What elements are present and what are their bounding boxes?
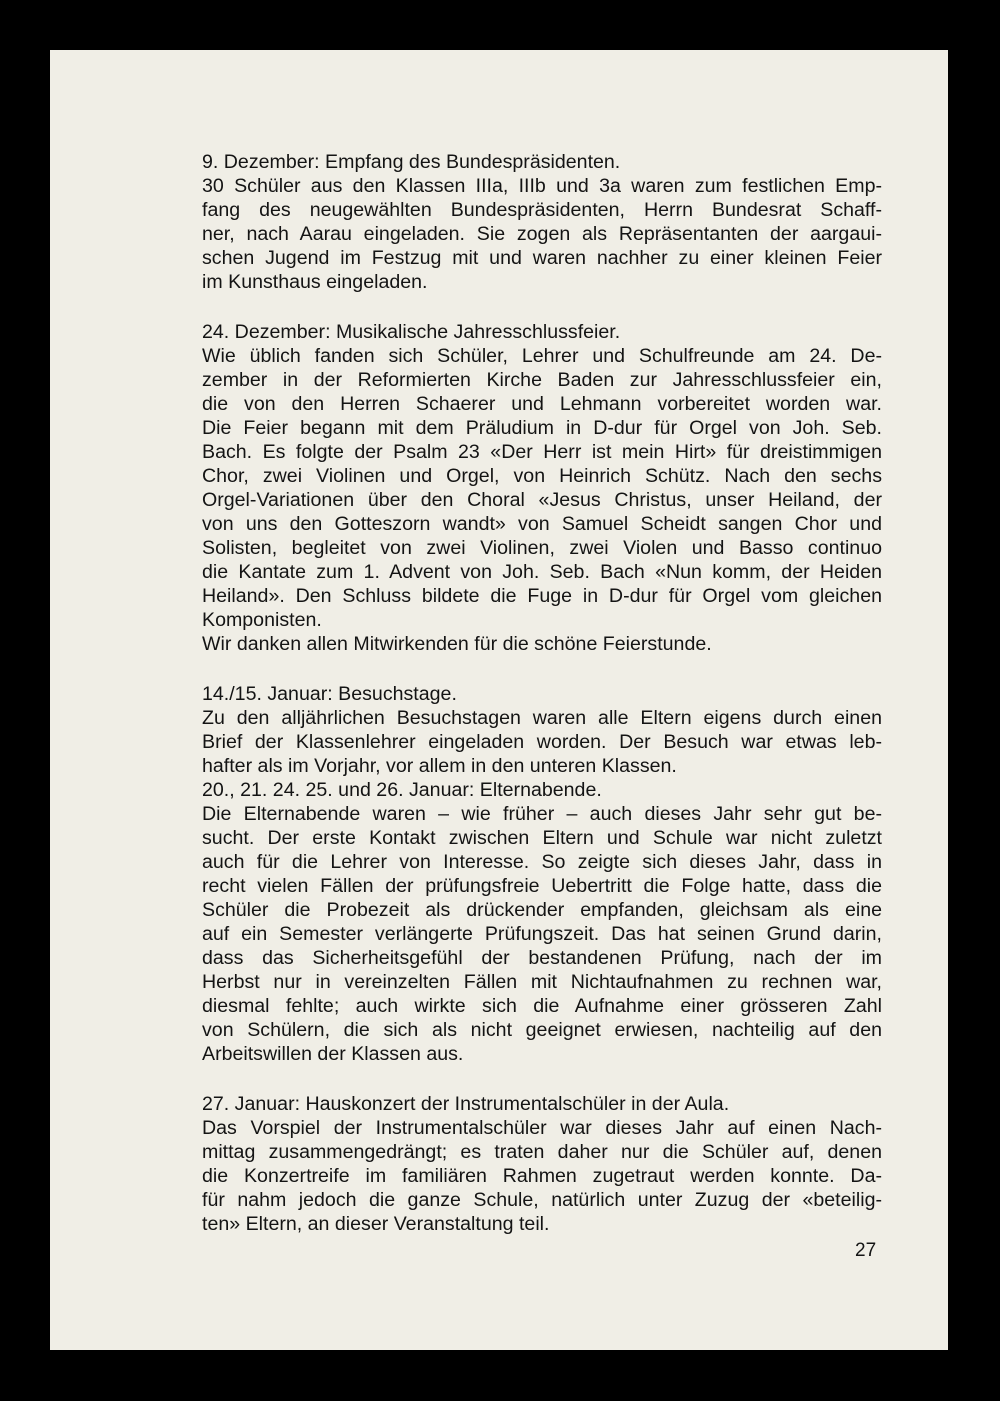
section-elternabende xyxy=(202,778,882,1066)
text-line: Solisten, begleitet von zwei Violinen, zwei Violen und Basso continuo xyxy=(202,537,882,559)
text-line: Wie üblich fanden sich Schüler, Lehrer und Schulfreunde am 24. De- xyxy=(202,345,882,367)
text-line: Orgel-Variationen über den Choral «Jesus Christus, unser Heiland, der xyxy=(202,489,882,511)
section-heading: 24. Dezember: Musikalische Jahresschlussfeier. xyxy=(202,321,621,343)
section-heading: 27. Januar: Hauskonzert der Instrumentalschüler in der Aula. xyxy=(202,1093,730,1115)
text-line: ten» Eltern, an dieser Veranstaltung teil. xyxy=(202,1213,550,1235)
document-page xyxy=(50,50,948,1350)
section-heading: 14./15. Januar: Besuchstage. xyxy=(202,683,457,705)
text-line: Schüler die Probezeit als drückender empfanden, gleichsam als eine xyxy=(202,899,882,921)
text-line: hafter als im Vorjahr, vor allem in den unteren Klassen. xyxy=(202,755,677,777)
text-line: sucht. Der erste Kontakt zwischen Eltern und Schule war nicht zuletzt xyxy=(202,827,882,849)
text-line: die von den Herren Schaerer und Lehmann vorbereitet worden war. xyxy=(202,393,882,415)
text-line: 30 Schüler aus den Klassen IIIa, IIIb und 3a waren zum festlichen Emp- xyxy=(202,175,882,197)
section-heading: 20., 21. 24. 25. und 26. Januar: Elternabende. xyxy=(202,779,602,801)
text-line: mittag zusammengedrängt; es traten daher nur die Schüler auf, denen xyxy=(202,1141,882,1163)
text-line: Zu den alljährlichen Besuchstagen waren alle Eltern eigens durch einen xyxy=(202,707,882,729)
text-line: Die Feier begann mit dem Präludium in D-dur für Orgel von Joh. Seb. xyxy=(202,417,882,439)
text-line: im Kunsthaus eingeladen. xyxy=(202,271,428,293)
text-line: Das Vorspiel der Instrumentalschüler war dieses Jahr auf einen Nach- xyxy=(202,1117,882,1139)
section-besuchstage xyxy=(202,682,882,778)
text-line: Die Elternabende waren – wie früher – auch dieses Jahr sehr gut be- xyxy=(202,803,882,825)
section-heading: 9. Dezember: Empfang des Bundespräsidenten. xyxy=(202,151,621,173)
text-line: die Kantate zum 1. Advent von Joh. Seb. Bach «Nun komm, der Heiden xyxy=(202,561,882,583)
section-hauskonzert xyxy=(202,1092,882,1236)
text-line: Chor, zwei Violinen und Orgel, von Heinrich Schütz. Nach den sechs xyxy=(202,465,882,487)
text-line: Arbeitswillen der Klassen aus. xyxy=(202,1043,464,1065)
text-line: für nahm jedoch die ganze Schule, natürlich unter Zuzug der «beteilig- xyxy=(202,1189,882,1211)
text-line: die Konzertreife im familiären Rahmen zugetraut werden konnte. Da- xyxy=(202,1165,882,1187)
text-line: Komponisten. xyxy=(202,609,322,631)
text-line: ner, nach Aarau eingeladen. Sie zogen als Repräsentanten der aargaui- xyxy=(202,223,882,245)
section-bundespraesident xyxy=(202,150,882,294)
text-line: Wir danken allen Mitwirkenden für die schöne Feierstunde. xyxy=(202,633,712,655)
text-line: recht vielen Fällen der prüfungsfreie Uebertritt die Folge hatte, dass die xyxy=(202,875,882,897)
text-line: dass das Sicherheitsgefühl der bestandenen Prüfung, nach der im xyxy=(202,947,882,969)
page-number: 27 xyxy=(855,1240,877,1261)
text-line: Bach. Es folgte der Psalm 23 «Der Herr ist mein Hirt» für dreistimmigen xyxy=(202,441,882,463)
text-line: von uns den Gotteszorn wandt» von Samuel Scheidt sangen Chor und xyxy=(202,513,882,535)
text-line: Brief der Klassenlehrer eingeladen worden. Der Besuch war etwas leb- xyxy=(202,731,882,753)
text-line: Heiland». Den Schluss bildete die Fuge in D-dur für Orgel vom gleichen xyxy=(202,585,882,607)
text-line: schen Jugend im Festzug mit und waren nachher zu einer kleinen Feier xyxy=(202,247,882,269)
text-line: auf ein Semester verlängerte Prüfungszeit. Das hat seinen Grund darin, xyxy=(202,923,882,945)
text-line: auch für die Lehrer von Interesse. So zeigte sich dieses Jahr, dass in xyxy=(202,851,882,873)
text-line: zember in der Reformierten Kirche Baden zur Jahresschlussfeier ein, xyxy=(202,369,882,391)
text-line: fang des neugewählten Bundespräsidenten, Herrn Bundesrat Schaff- xyxy=(202,199,882,221)
text-line: Herbst nur in vereinzelten Fällen mit Nichtaufnahmen zu rechnen war, xyxy=(202,971,882,993)
text-line: von Schülern, die sich als nicht geeignet erwiesen, nachteilig auf den xyxy=(202,1019,882,1041)
page-body xyxy=(202,150,882,1262)
text-line: diesmal fehlte; auch wirkte sich die Aufnahme einer grösseren Zahl xyxy=(202,995,882,1017)
section-jahresschlussfeier xyxy=(202,320,882,656)
